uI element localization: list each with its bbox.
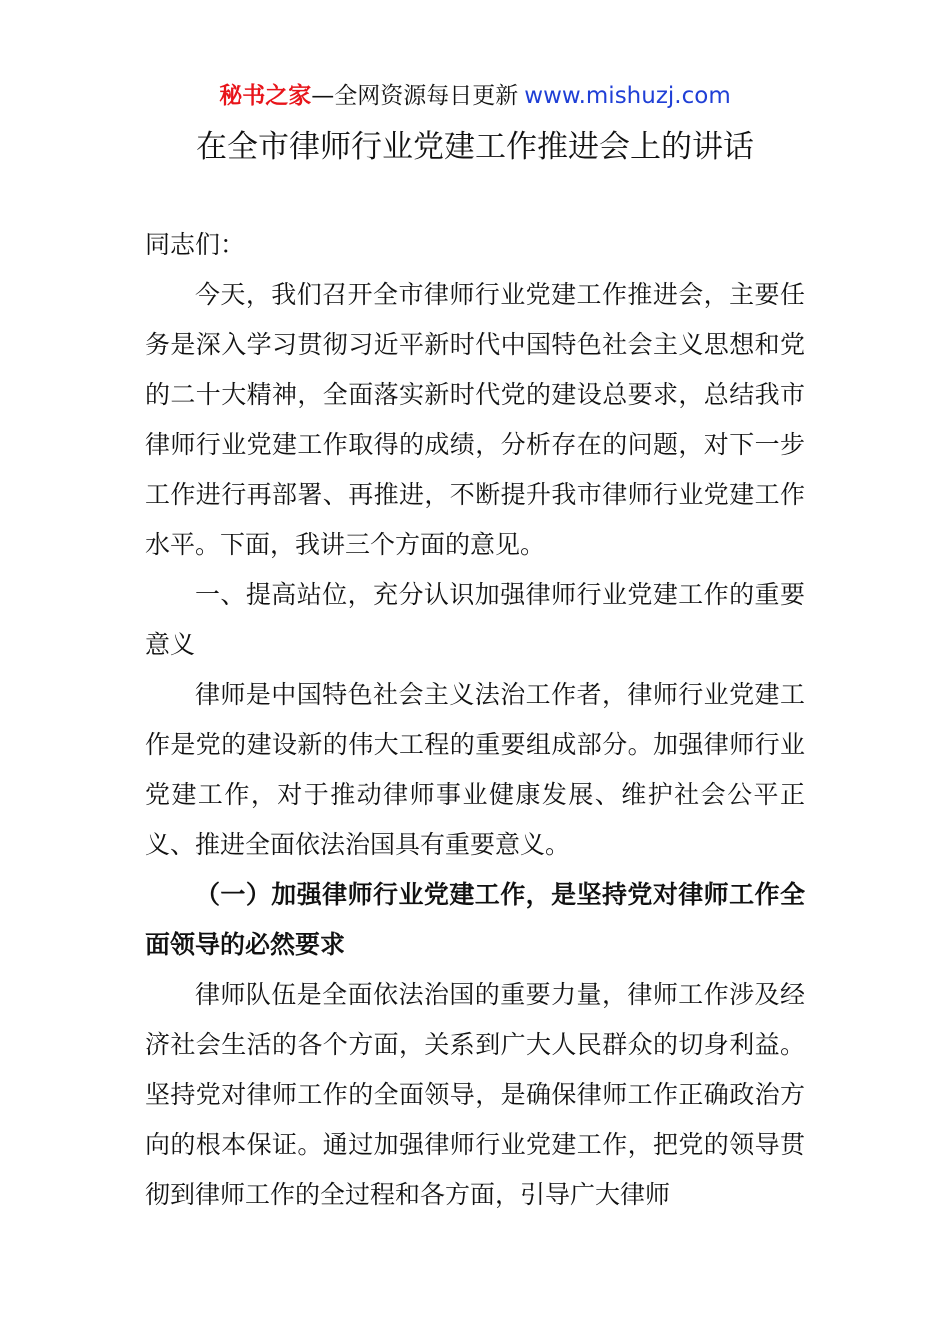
section-heading-1: 一、提高站位，充分认识加强律师行业党建工作的重要意义 — [145, 580, 805, 659]
subsection-heading-1: （一）加强律师行业党建工作，是坚持党对律师工作全面领导的必然要求 — [145, 880, 805, 959]
site-url[interactable]: www.mishuzj.com — [524, 83, 731, 109]
document-body — [145, 220, 805, 1220]
header-tagline: —全网资源每日更新 — [311, 83, 519, 109]
document-title: 在全市律师行业党建工作推进会上的讲话 — [196, 129, 754, 165]
brand-name: 秘书之家 — [219, 83, 312, 109]
paragraph-subsection-1: 律师队伍是全面依法治国的重要力量，律师工作涉及经济社会生活的各个方面，关系到广大人民群众的切身利益。坚持党对律师工作的全面领导，是确保律师工作正确政治方向的根本保证。通过加强律师行业党建工作，把党的领导贯彻到律师工作的全过程和各方面，引导广大律师 — [145, 980, 805, 1209]
salutation: 同志们： — [145, 230, 246, 259]
paragraph-section-1: 律师是中国特色社会主义法治工作者，律师行业党建工作是党的建设新的伟大工程的重要组成部分。加强律师行业党建工作，对于推动律师事业健康发展、维护社会公平正义、推进全面依法治国具有重要意义。 — [145, 680, 805, 859]
site-header — [0, 80, 950, 112]
paragraph-intro: 今天，我们召开全市律师行业党建工作推进会，主要任务是深入学习贯彻习近平新时代中国特色社会主义思想和党的二十大精神，全面落实新时代党的建设总要求，总结我市律师行业党建工作取得的成绩，分析存在的问题，对下一步工作进行再部署、再推进，不断提升我市律师行业党建工作水平。下面，我讲三个方面的意见。 — [145, 280, 805, 559]
